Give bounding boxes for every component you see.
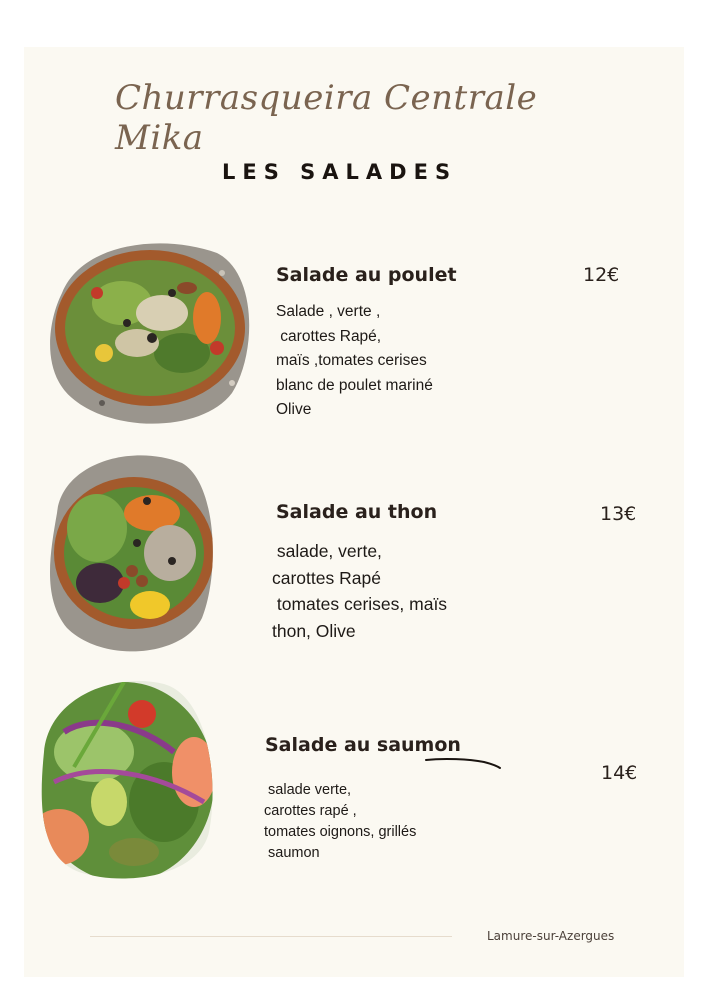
item-price-poulet: 12€	[583, 264, 620, 286]
item-price-thon: 13€	[600, 503, 637, 525]
salad-saumon-photo	[34, 672, 216, 884]
item-description-thon: salade, verte, carottes Rapé tomates cerises, maïs thon, Olive	[272, 541, 448, 641]
item-name-poulet: Salade au poulet	[276, 264, 457, 286]
section-title: LES SALADES	[222, 160, 458, 184]
salad-thon-photo	[42, 443, 217, 661]
salad-poulet-photo	[42, 233, 252, 428]
item-description-poulet: Salade , verte , carottes Rapé, maïs ,tomates cerises blanc de poulet mariné Olive	[276, 303, 433, 418]
item-price-saumon: 14€	[601, 762, 638, 784]
item-name-thon: Salade au thon	[276, 501, 438, 523]
item-name-saumon: Salade au saumon	[265, 734, 461, 756]
handwritten-underline	[424, 754, 504, 772]
item-description-saumon: salade verte, carottes rapé , tomates oignons, grillés saumon	[264, 782, 417, 861]
footer-divider	[90, 936, 452, 937]
footer-location: Lamure-sur-Azergues	[487, 929, 615, 943]
restaurant-name: Churrasqueira Centrale Mika	[115, 78, 538, 158]
